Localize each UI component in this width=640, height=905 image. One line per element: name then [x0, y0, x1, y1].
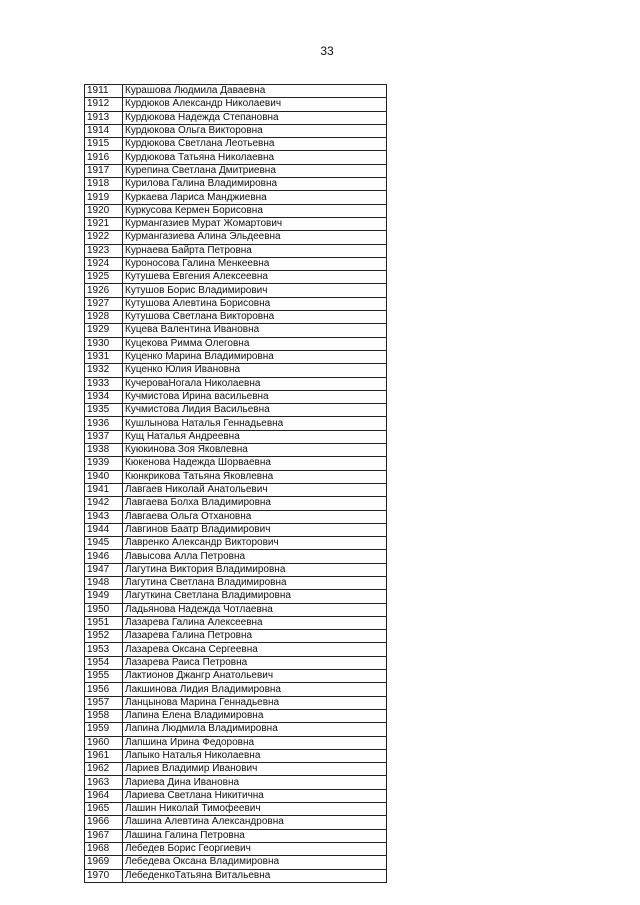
table-row — [85, 257, 387, 270]
row-number: 1940 — [85, 470, 123, 483]
table-row — [85, 85, 387, 98]
row-number: 1949 — [85, 590, 123, 603]
person-name: Курдюкова Светлана Леотьевна — [123, 138, 387, 151]
person-name: Кутушева Евгения Алексеевна — [123, 271, 387, 284]
row-number: 1935 — [85, 404, 123, 417]
row-number: 1952 — [85, 630, 123, 643]
row-number: 1963 — [85, 776, 123, 789]
person-name: Куюкинова Зоя Яковлевна — [123, 444, 387, 457]
person-name: Куцева Валентина Ивановна — [123, 324, 387, 337]
table-row — [85, 483, 387, 496]
row-number: 1917 — [85, 164, 123, 177]
table-row — [85, 377, 387, 390]
person-name: Лактионов Джангр Анатольевич — [123, 670, 387, 683]
row-number: 1934 — [85, 390, 123, 403]
row-number: 1915 — [85, 138, 123, 151]
table-row — [85, 856, 387, 869]
table-row — [85, 178, 387, 191]
person-name: Лавгаева Болха Владимировна — [123, 497, 387, 510]
row-number: 1932 — [85, 364, 123, 377]
row-number: 1948 — [85, 576, 123, 589]
person-name: Лагутина Виктория Владимировна — [123, 563, 387, 576]
row-number: 1944 — [85, 523, 123, 536]
row-number: 1954 — [85, 656, 123, 669]
table-row — [85, 696, 387, 709]
row-number: 1967 — [85, 829, 123, 842]
row-number: 1931 — [85, 350, 123, 363]
table-row — [85, 803, 387, 816]
person-name: Лазарева Галина Петровна — [123, 630, 387, 643]
row-number: 1960 — [85, 736, 123, 749]
table-row — [85, 829, 387, 842]
table-row — [85, 444, 387, 457]
row-number: 1969 — [85, 856, 123, 869]
person-name: Лашина Галина Петровна — [123, 829, 387, 842]
table-row — [85, 656, 387, 669]
table-row — [85, 563, 387, 576]
person-name: Лариева Светлана Никитична — [123, 789, 387, 802]
person-name: Курдюкова Татьяна Николаевна — [123, 151, 387, 164]
person-name: Лапина Людмила Владимировна — [123, 723, 387, 736]
person-name: Лавгаева Ольга Отхановна — [123, 510, 387, 523]
row-number: 1941 — [85, 483, 123, 496]
person-name: Курмангазиева Алина Эльдеевна — [123, 231, 387, 244]
row-number: 1968 — [85, 842, 123, 855]
person-name: Лакшинова Лидия Владимировна — [123, 683, 387, 696]
person-name: Кутушов Борис Владимирович — [123, 284, 387, 297]
person-name: Курилова Галина Владимировна — [123, 178, 387, 191]
person-name: Лавгинов Баатр Владимирович — [123, 523, 387, 536]
names-table-body — [85, 85, 387, 883]
person-name: Куценко Юлия Ивановна — [123, 364, 387, 377]
table-row — [85, 616, 387, 629]
person-name: Лагутина Светлана Владимировна — [123, 576, 387, 589]
person-name: Курдюков Александр Николаевич — [123, 98, 387, 111]
person-name: Куркаева Лариса Манджиевна — [123, 191, 387, 204]
table-row — [85, 111, 387, 124]
person-name: Лагуткина Светлана Владимировна — [123, 590, 387, 603]
row-number: 1938 — [85, 444, 123, 457]
table-row — [85, 470, 387, 483]
row-number: 1959 — [85, 723, 123, 736]
person-name: Лазарева Оксана Сергеевна — [123, 643, 387, 656]
table-row — [85, 816, 387, 829]
table-row — [85, 204, 387, 217]
person-name: Лапшина Ирина Федоровна — [123, 736, 387, 749]
table-row — [85, 124, 387, 137]
table-row — [85, 643, 387, 656]
row-number: 1943 — [85, 510, 123, 523]
table-row — [85, 603, 387, 616]
row-number: 1924 — [85, 257, 123, 270]
person-name: КучероваНогала Николаевна — [123, 377, 387, 390]
table-row — [85, 523, 387, 536]
table-row — [85, 497, 387, 510]
table-row — [85, 537, 387, 550]
table-row — [85, 736, 387, 749]
row-number: 1928 — [85, 311, 123, 324]
row-number: 1956 — [85, 683, 123, 696]
row-number: 1945 — [85, 537, 123, 550]
names-table — [84, 84, 387, 883]
row-number: 1930 — [85, 337, 123, 350]
person-name: Курашова Людмила Даваевна — [123, 85, 387, 98]
person-name: Куркусова Кермен Борисовна — [123, 204, 387, 217]
table-row — [85, 297, 387, 310]
table-row — [85, 417, 387, 430]
person-name: Лариев Владимир Иванович — [123, 763, 387, 776]
person-name: Кучмистова Ирина васильевна — [123, 390, 387, 403]
row-number: 1912 — [85, 98, 123, 111]
person-name: ЛебеденкоТатьяна Витальевна — [123, 869, 387, 882]
row-number: 1914 — [85, 124, 123, 137]
person-name: Кюкенова Надежда Шорваевна — [123, 457, 387, 470]
row-number: 1947 — [85, 563, 123, 576]
row-number: 1962 — [85, 763, 123, 776]
table-row — [85, 683, 387, 696]
table-row — [85, 550, 387, 563]
person-name: Лазарева Галина Алексеевна — [123, 616, 387, 629]
table-row — [85, 869, 387, 882]
table-row — [85, 151, 387, 164]
person-name: Курдюкова Надежда Степановна — [123, 111, 387, 124]
page-number: 33 — [320, 44, 334, 58]
table-row — [85, 709, 387, 722]
table-row — [85, 138, 387, 151]
table-row — [85, 763, 387, 776]
person-name: Лебедев Борис Георгиевич — [123, 842, 387, 855]
table-row — [85, 350, 387, 363]
person-name: Лавренко Александр Викторович — [123, 537, 387, 550]
table-row — [85, 271, 387, 284]
row-number: 1923 — [85, 244, 123, 257]
table-row — [85, 590, 387, 603]
person-name: Кутушова Алевтина Борисовна — [123, 297, 387, 310]
row-number: 1933 — [85, 377, 123, 390]
table-row — [85, 430, 387, 443]
row-number: 1957 — [85, 696, 123, 709]
row-number: 1961 — [85, 749, 123, 762]
person-name: Лазарева Раиса Петровна — [123, 656, 387, 669]
row-number: 1953 — [85, 643, 123, 656]
row-number: 1970 — [85, 869, 123, 882]
row-number: 1926 — [85, 284, 123, 297]
person-name: Курепина Светлана Дмитриевна — [123, 164, 387, 177]
table-row — [85, 364, 387, 377]
person-name: Курдюкова Ольга Викторовна — [123, 124, 387, 137]
person-name: Кучмистова Лидия Васильевна — [123, 404, 387, 417]
row-number: 1913 — [85, 111, 123, 124]
row-number: 1958 — [85, 709, 123, 722]
person-name: Кюнкрикова Татьяна Яковлевна — [123, 470, 387, 483]
row-number: 1929 — [85, 324, 123, 337]
row-number: 1937 — [85, 430, 123, 443]
row-number: 1950 — [85, 603, 123, 616]
person-name: Лапыко Наталья Николаевна — [123, 749, 387, 762]
person-name: Курмангазиев Мурат Жомартович — [123, 217, 387, 230]
person-name: Куценко Марина Владимировна — [123, 350, 387, 363]
table-row — [85, 231, 387, 244]
row-number: 1939 — [85, 457, 123, 470]
table-row — [85, 404, 387, 417]
row-number: 1964 — [85, 789, 123, 802]
row-number: 1911 — [85, 85, 123, 98]
person-name: Лавысова Алла Петровна — [123, 550, 387, 563]
table-row — [85, 284, 387, 297]
table-row — [85, 749, 387, 762]
table-row — [85, 670, 387, 683]
row-number: 1942 — [85, 497, 123, 510]
table-row — [85, 630, 387, 643]
table-row — [85, 789, 387, 802]
table-row — [85, 311, 387, 324]
table-row — [85, 217, 387, 230]
row-number: 1966 — [85, 816, 123, 829]
person-name: Лапина Елена Владимировна — [123, 709, 387, 722]
table-row — [85, 98, 387, 111]
row-number: 1916 — [85, 151, 123, 164]
table-row — [85, 510, 387, 523]
row-number: 1918 — [85, 178, 123, 191]
row-number: 1927 — [85, 297, 123, 310]
person-name: Лавгаев Николай Анатольевич — [123, 483, 387, 496]
table-row — [85, 337, 387, 350]
person-name: Курнаева Байрта Петровна — [123, 244, 387, 257]
person-name: Куцекова Римма Олеговна — [123, 337, 387, 350]
person-name: Лебедева Оксана Владимировна — [123, 856, 387, 869]
person-name: Кушлынова Наталья Геннадьевна — [123, 417, 387, 430]
table-row — [85, 191, 387, 204]
row-number: 1920 — [85, 204, 123, 217]
row-number: 1955 — [85, 670, 123, 683]
person-name: Лашин Николай Тимофеевич — [123, 803, 387, 816]
table-row — [85, 390, 387, 403]
person-name: Кущ Наталья Андреевна — [123, 430, 387, 443]
table-row — [85, 324, 387, 337]
person-name: Ланцынова Марина Геннадьевна — [123, 696, 387, 709]
person-name: Кутушова Светлана Викторовна — [123, 311, 387, 324]
row-number: 1921 — [85, 217, 123, 230]
table-row — [85, 842, 387, 855]
person-name: Ладьянова Надежда Чотлаевна — [123, 603, 387, 616]
table-row — [85, 244, 387, 257]
row-number: 1951 — [85, 616, 123, 629]
table-row — [85, 164, 387, 177]
person-name: Лариева Дина Ивановна — [123, 776, 387, 789]
table-row — [85, 576, 387, 589]
table-row — [85, 723, 387, 736]
person-name: Лашина Алевтина Александровна — [123, 816, 387, 829]
table-row — [85, 776, 387, 789]
person-name: Куроносова Галина Менкеевна — [123, 257, 387, 270]
row-number: 1922 — [85, 231, 123, 244]
row-number: 1925 — [85, 271, 123, 284]
row-number: 1919 — [85, 191, 123, 204]
row-number: 1946 — [85, 550, 123, 563]
row-number: 1936 — [85, 417, 123, 430]
row-number: 1965 — [85, 803, 123, 816]
table-row — [85, 457, 387, 470]
